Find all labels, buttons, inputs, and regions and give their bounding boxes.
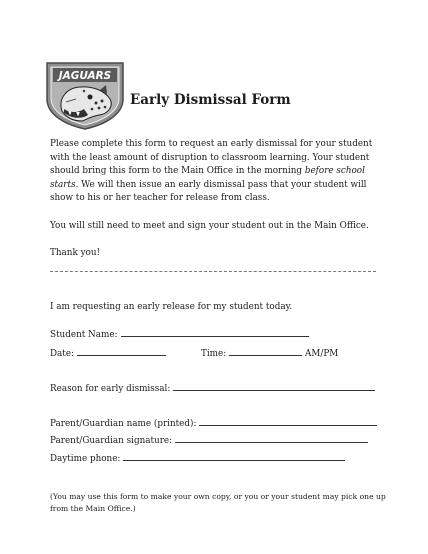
thank-you-text: Thank you! [50, 248, 101, 258]
intro-line: show to his or her teacher for release from class. [50, 193, 270, 204]
parent-signature-field[interactable] [175, 433, 368, 443]
reason-label: Reason for early dismissal: [50, 384, 171, 394]
time-field[interactable] [229, 346, 302, 356]
intro-line: starts. We will then issue an early dismissal pass that your student will [50, 179, 367, 190]
parent-name-row [50, 416, 377, 430]
date-label: Date: [50, 349, 75, 359]
ampm-label: AM/PM [305, 349, 339, 359]
student-name-field[interactable] [121, 327, 309, 337]
daytime-phone-label: Daytime phone: [50, 454, 121, 464]
jaguars-logo [44, 59, 126, 131]
reason-row [50, 381, 375, 395]
intro-line: with the least amount of disruption to classroom learning. Your student [50, 152, 370, 163]
footer-note-line: from the Main Office.) [50, 504, 136, 513]
reason-field[interactable] [173, 381, 375, 391]
time-label: Time: [201, 349, 227, 359]
intro-paragraph [50, 138, 380, 206]
daytime-phone-field[interactable] [123, 451, 345, 461]
meet-sign-text: You will still need to meet and sign your student out in the Main Office. [50, 221, 369, 231]
parent-name-label: Parent/Guardian name (printed): [50, 419, 197, 429]
date-row [50, 346, 166, 360]
student-name-label: Student Name: [50, 330, 118, 340]
footer-note [50, 491, 386, 515]
divider [50, 271, 376, 272]
page-title: Early Dismissal Form [130, 92, 291, 108]
parent-name-field[interactable] [199, 416, 377, 426]
daytime-phone-row [50, 451, 345, 465]
footer-note-line: (You may use this form to make your own copy, or you or your student may pick one up [50, 492, 386, 501]
parent-signature-row [50, 433, 368, 447]
intro-line: should bring this form to the Main Office in the morning before school [50, 166, 365, 177]
request-text: I am requesting an early release for my student today. [50, 302, 293, 312]
time-row [201, 346, 338, 360]
parent-signature-label: Parent/Guardian signature: [50, 436, 173, 446]
date-field[interactable] [77, 346, 166, 356]
logo-text: JAGUARS [58, 70, 112, 82]
intro-line: Please complete this form to request an early dismissal for your student [50, 139, 373, 149]
student-name-row [50, 327, 309, 341]
